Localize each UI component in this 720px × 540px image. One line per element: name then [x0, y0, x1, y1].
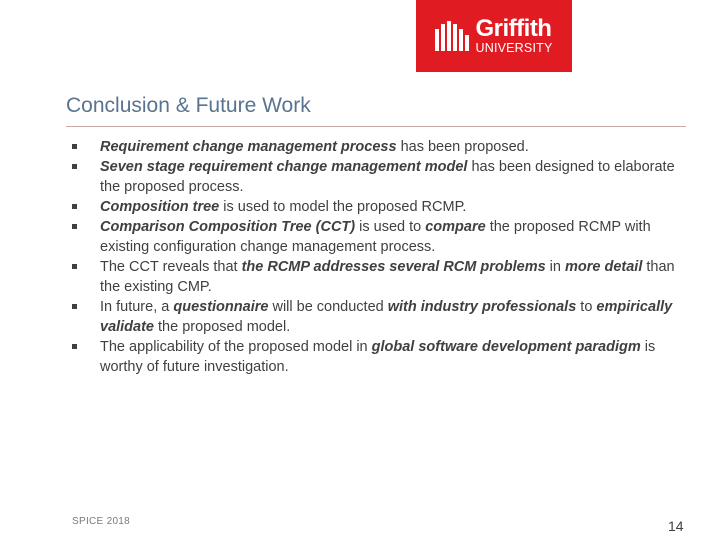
- bullet-square-icon: [72, 204, 77, 209]
- bullet-text: In future, a: [100, 299, 174, 315]
- title-divider: [66, 126, 686, 127]
- bullet-item: [70, 157, 680, 197]
- bullet-text: The CCT reveals that: [100, 259, 242, 275]
- bullet-square-icon: [72, 144, 77, 149]
- bullet-emphasis: Requirement change management process: [100, 139, 397, 155]
- bullet-text: the proposed model.: [154, 319, 291, 335]
- bullet-text: the proposed RCMP with existing configuration change management process.: [100, 219, 651, 255]
- logo-name: Griffith: [475, 15, 552, 43]
- bullet-square-icon: [72, 304, 77, 309]
- bullet-text: to: [576, 299, 597, 315]
- bullet-emphasis: compare: [425, 219, 486, 235]
- bullet-item: [70, 137, 680, 157]
- footer-conference: SPICE 2018: [72, 516, 131, 527]
- bullet-item: [70, 337, 680, 377]
- logo-text: [475, 17, 552, 55]
- bullet-list: [70, 137, 680, 377]
- bullet-text: is used to: [355, 219, 426, 235]
- bullet-text: has been designed to elaborate the proposed process.: [100, 159, 675, 195]
- bullet-emphasis: with industry professionals: [387, 299, 577, 315]
- bullet-emphasis: the RCMP addresses several RCM problems: [241, 259, 546, 275]
- bullet-text: has been proposed.: [396, 139, 529, 155]
- bullet-text: than the existing CMP.: [100, 259, 675, 295]
- bullet-square-icon: [72, 164, 77, 169]
- bullet-text: is used to model the proposed RCMP.: [219, 199, 467, 215]
- logo-university: UNIVERSITY: [475, 41, 553, 56]
- bullet-emphasis: empirically validate: [100, 299, 673, 335]
- bullet-item: [70, 297, 680, 337]
- bullet-text: is worthy of future investigation.: [100, 339, 656, 375]
- bullet-square-icon: [72, 264, 77, 269]
- bullet-square-icon: [72, 344, 77, 349]
- logo-inner: [435, 17, 552, 55]
- bullet-emphasis: questionnaire: [173, 299, 269, 315]
- bullet-square-icon: [72, 224, 77, 229]
- griffith-logo: [416, 0, 572, 72]
- slide-title: Conclusion & Future Work: [66, 94, 311, 117]
- bullet-emphasis: Composition tree: [100, 199, 220, 215]
- griffith-emblem-icon: [435, 21, 469, 51]
- bullet-emphasis: global software development paradigm: [371, 339, 641, 355]
- bullet-item: [70, 197, 680, 217]
- bullet-emphasis: Comparison Composition Tree (CCT): [100, 219, 356, 235]
- bullet-item: [70, 257, 680, 297]
- bullet-text: The applicability of the proposed model in: [100, 339, 372, 355]
- bullet-text: in: [545, 259, 565, 275]
- bullet-emphasis: more detail: [565, 259, 643, 275]
- bullet-item: [70, 217, 680, 257]
- bullet-text: will be conducted: [268, 299, 388, 315]
- bullet-emphasis: Seven stage requirement change management model: [100, 159, 468, 175]
- page-number: 14: [668, 518, 684, 534]
